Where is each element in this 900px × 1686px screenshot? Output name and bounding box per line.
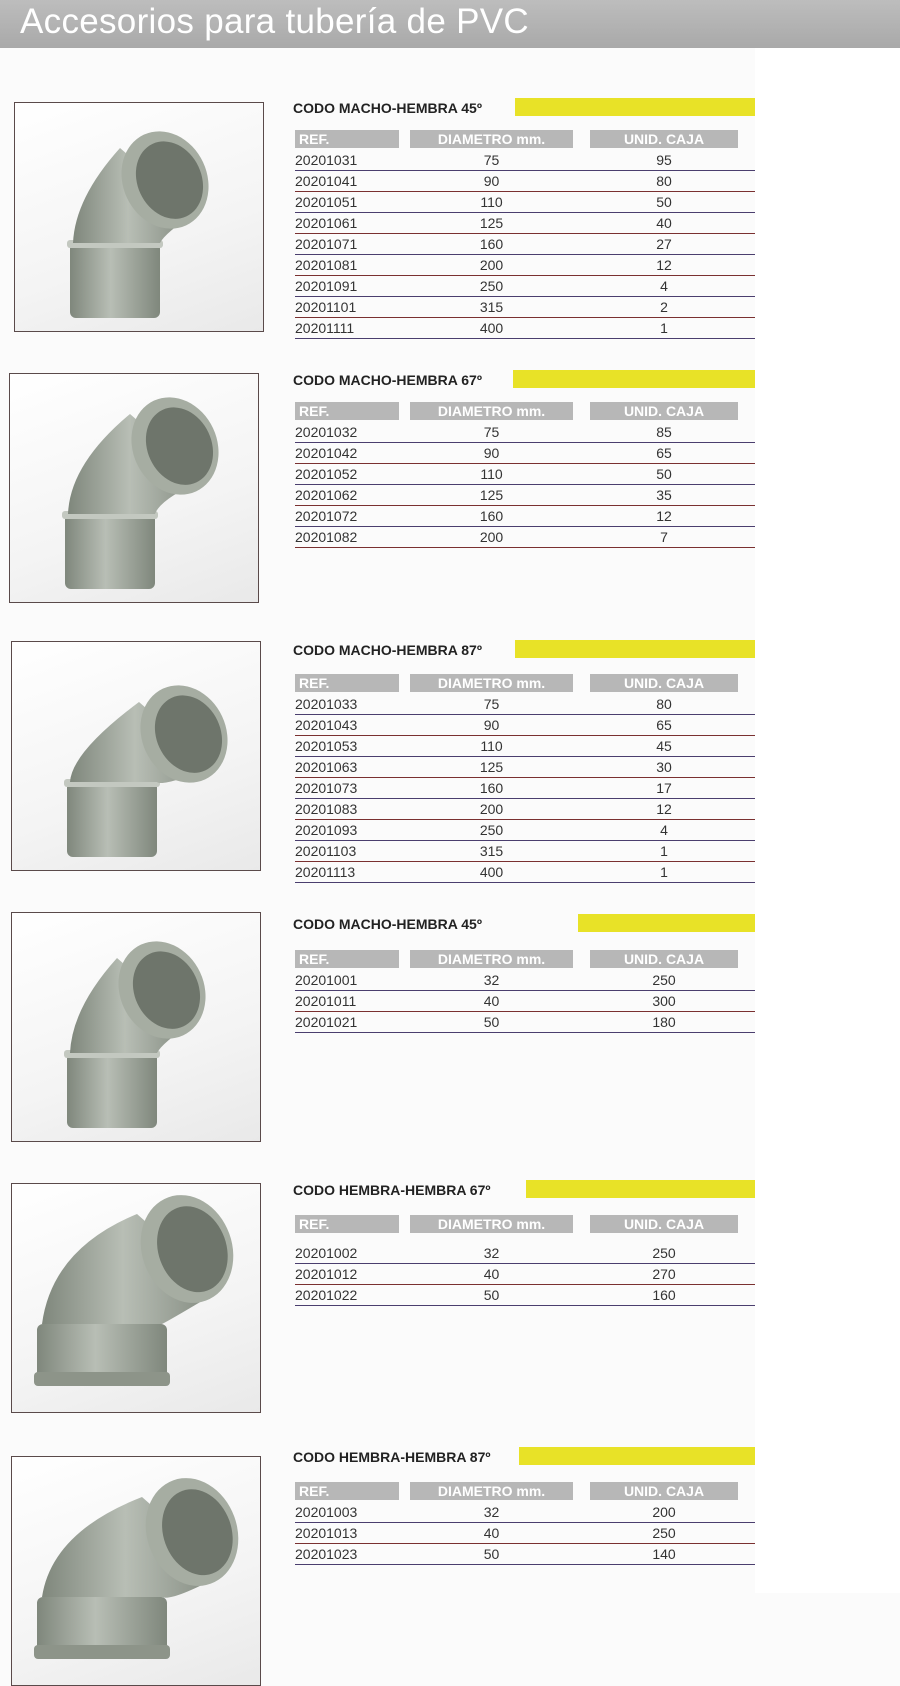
cell-ref: 20201111 <box>295 320 355 336</box>
cell-units: 7 <box>660 529 668 545</box>
table-header <box>295 950 755 970</box>
cell-units: 180 <box>652 1014 676 1030</box>
cell-ref: 20201061 <box>295 215 358 231</box>
cell-ref: 20201063 <box>295 759 358 775</box>
table-row <box>295 736 755 757</box>
section-title-row <box>293 1180 755 1202</box>
cell-diameter: 32 <box>483 972 500 988</box>
cell-units: 1 <box>660 320 668 336</box>
header-units: UNID. CAJA <box>590 130 738 148</box>
cell-ref: 20201072 <box>295 508 358 524</box>
right-margin-strip <box>755 48 900 1593</box>
table-row <box>295 192 755 213</box>
cell-ref: 20201001 <box>295 972 358 988</box>
cell-ref: 20201091 <box>295 278 358 294</box>
table-body <box>295 422 755 548</box>
cell-units: 80 <box>656 173 672 189</box>
table-row <box>295 841 755 862</box>
section-title: CODO MACHO-HEMBRA 87º <box>293 642 482 658</box>
cell-diameter: 200 <box>479 529 504 545</box>
cell-ref: 20201113 <box>295 864 356 880</box>
cell-diameter: 32 <box>483 1245 500 1261</box>
header-diameter: DIAMETRO mm. <box>410 1215 573 1233</box>
table-header <box>295 1482 755 1502</box>
table-row <box>295 799 755 820</box>
cell-ref: 20201093 <box>295 822 358 838</box>
cell-ref: 20201051 <box>295 194 358 210</box>
section-title: CODO MACHO-HEMBRA 45º <box>293 916 482 932</box>
header-diameter: DIAMETRO mm. <box>410 1482 573 1500</box>
cell-units: 50 <box>656 194 672 210</box>
cell-units: 12 <box>656 257 672 273</box>
table-row <box>295 150 755 171</box>
table-row <box>295 297 755 318</box>
cell-units: 45 <box>656 738 672 754</box>
yellow-accent-bar <box>515 640 755 658</box>
table-row <box>295 171 755 192</box>
cell-diameter: 50 <box>483 1546 500 1562</box>
yellow-accent-bar <box>578 914 755 932</box>
table-body <box>295 694 755 883</box>
table-row <box>295 506 755 527</box>
cell-ref: 20201083 <box>295 801 358 817</box>
cell-diameter: 40 <box>483 1525 500 1541</box>
pvc-elbow-87-icon <box>11 641 261 871</box>
cell-ref: 20201103 <box>295 843 357 859</box>
section-title-row <box>293 914 755 936</box>
table-body <box>295 1243 755 1306</box>
cell-diameter: 90 <box>483 173 500 189</box>
cell-units: 250 <box>652 972 676 988</box>
header-ref: REF. <box>295 1482 399 1500</box>
table-row <box>295 213 755 234</box>
cell-diameter: 315 <box>479 843 504 859</box>
pvc-elbow-67-female-icon <box>11 1183 261 1413</box>
cell-diameter: 125 <box>479 215 504 231</box>
cell-ref: 20201052 <box>295 466 358 482</box>
table-row <box>295 527 755 548</box>
table-row <box>295 778 755 799</box>
header-diameter: DIAMETRO mm. <box>410 402 573 420</box>
cell-diameter: 200 <box>479 801 504 817</box>
table-header <box>295 402 755 422</box>
yellow-accent-bar <box>515 98 755 116</box>
cell-ref: 20201042 <box>295 445 358 461</box>
cell-diameter: 125 <box>479 759 504 775</box>
cell-units: 4 <box>660 278 668 294</box>
cell-units: 65 <box>656 445 672 461</box>
cell-units: 85 <box>656 424 672 440</box>
cell-ref: 20201073 <box>295 780 358 796</box>
cell-units: 1 <box>660 864 668 880</box>
table-header <box>295 674 755 694</box>
table-row <box>295 234 755 255</box>
cell-units: 35 <box>656 487 672 503</box>
cell-units: 4 <box>660 822 668 838</box>
page-header <box>0 0 900 48</box>
cell-ref: 20201031 <box>295 152 358 168</box>
cell-diameter: 110 <box>480 466 503 482</box>
header-units: UNID. CAJA <box>590 950 738 968</box>
cell-units: 12 <box>656 508 672 524</box>
cell-diameter: 160 <box>479 236 504 252</box>
cell-ref: 20201043 <box>295 717 358 733</box>
cell-diameter: 75 <box>483 152 500 168</box>
cell-diameter: 50 <box>483 1014 500 1030</box>
pvc-elbow-67-icon <box>9 373 259 603</box>
cell-units: 250 <box>652 1525 676 1541</box>
table-row <box>295 1544 755 1565</box>
header-units: UNID. CAJA <box>590 1482 738 1500</box>
header-units: UNID. CAJA <box>590 402 738 420</box>
table-row <box>295 464 755 485</box>
cell-ref: 20201003 <box>295 1504 358 1520</box>
cell-ref: 20201041 <box>295 173 358 189</box>
yellow-accent-bar <box>513 370 755 388</box>
table-row <box>295 757 755 778</box>
header-ref: REF. <box>295 402 399 420</box>
table-row <box>295 862 755 883</box>
table-row <box>295 970 755 991</box>
product-table <box>295 674 755 883</box>
header-diameter: DIAMETRO mm. <box>410 950 573 968</box>
table-row <box>295 1243 755 1264</box>
section-title-row <box>293 640 755 662</box>
cell-diameter: 75 <box>483 696 500 712</box>
product-table <box>295 1215 755 1306</box>
table-row <box>295 694 755 715</box>
cell-diameter: 160 <box>479 780 504 796</box>
section-title: CODO MACHO-HEMBRA 67º <box>293 372 482 388</box>
cell-ref: 20201081 <box>295 257 358 273</box>
cell-diameter: 40 <box>483 1266 500 1282</box>
cell-diameter: 125 <box>479 487 504 503</box>
yellow-accent-bar <box>526 1180 755 1198</box>
table-row <box>295 485 755 506</box>
header-units: UNID. CAJA <box>590 1215 738 1233</box>
table-body <box>295 150 755 339</box>
cell-units: 270 <box>652 1266 676 1282</box>
cell-diameter: 250 <box>479 278 504 294</box>
table-row <box>295 318 755 339</box>
table-row <box>295 255 755 276</box>
cell-ref: 20201101 <box>295 299 357 315</box>
section-title-row <box>293 98 755 120</box>
cell-diameter: 50 <box>483 1287 500 1303</box>
product-table <box>295 1482 755 1565</box>
cell-ref: 20201021 <box>295 1014 358 1030</box>
cell-units: 40 <box>656 215 672 231</box>
cell-ref: 20201062 <box>295 487 358 503</box>
header-units: UNID. CAJA <box>590 674 738 692</box>
cell-units: 2 <box>660 299 668 315</box>
table-row <box>295 443 755 464</box>
cell-units: 250 <box>652 1245 676 1261</box>
pvc-elbow-45-small-icon <box>11 912 261 1142</box>
table-row <box>295 276 755 297</box>
cell-units: 95 <box>656 152 672 168</box>
cell-ref: 20201071 <box>295 236 358 252</box>
table-row <box>295 715 755 736</box>
cell-ref: 20201033 <box>295 696 358 712</box>
section-title-row <box>293 370 755 392</box>
section-title: CODO MACHO-HEMBRA 45º <box>293 100 482 116</box>
product-table <box>295 950 755 1033</box>
header-diameter: DIAMETRO mm. <box>410 674 573 692</box>
cell-diameter: 90 <box>483 445 500 461</box>
cell-diameter: 400 <box>479 320 504 336</box>
cell-diameter: 200 <box>479 257 504 273</box>
section-title-row <box>293 1447 755 1469</box>
table-row <box>295 1523 755 1544</box>
cell-diameter: 400 <box>479 864 504 880</box>
cell-units: 30 <box>656 759 672 775</box>
cell-units: 50 <box>656 466 672 482</box>
cell-diameter: 32 <box>483 1504 500 1520</box>
cell-ref: 20201022 <box>295 1287 358 1303</box>
table-row <box>295 1264 755 1285</box>
cell-diameter: 110 <box>480 194 503 210</box>
table-row <box>295 1012 755 1033</box>
header-ref: REF. <box>295 950 399 968</box>
page-title: Accesorios para tubería de PVC <box>20 2 529 41</box>
section-title: CODO HEMBRA-HEMBRA 67º <box>293 1182 491 1198</box>
cell-diameter: 90 <box>483 717 500 733</box>
cell-ref: 20201032 <box>295 424 358 440</box>
table-body <box>295 1502 755 1565</box>
pvc-elbow-45-icon <box>14 102 264 332</box>
pvc-elbow-87-female-icon <box>11 1456 261 1686</box>
cell-units: 140 <box>652 1546 676 1562</box>
cell-units: 1 <box>660 843 668 859</box>
cell-diameter: 160 <box>479 508 504 524</box>
table-header <box>295 1215 755 1243</box>
cell-ref: 20201053 <box>295 738 358 754</box>
cell-diameter: 40 <box>483 993 500 1009</box>
section-title: CODO HEMBRA-HEMBRA 87º <box>293 1449 491 1465</box>
cell-units: 27 <box>656 236 672 252</box>
yellow-accent-bar <box>519 1447 755 1465</box>
header-ref: REF. <box>295 674 399 692</box>
cell-units: 200 <box>652 1504 676 1520</box>
cell-ref: 20201082 <box>295 529 358 545</box>
cell-diameter: 75 <box>483 424 500 440</box>
table-body <box>295 970 755 1033</box>
table-row <box>295 1502 755 1523</box>
cell-ref: 20201023 <box>295 1546 358 1562</box>
cell-units: 300 <box>652 993 676 1009</box>
table-header <box>295 130 755 150</box>
cell-ref: 20201011 <box>295 993 357 1009</box>
cell-diameter: 110 <box>480 738 503 754</box>
header-diameter: DIAMETRO mm. <box>410 130 573 148</box>
table-row <box>295 1285 755 1306</box>
cell-units: 17 <box>656 780 672 796</box>
table-row <box>295 991 755 1012</box>
header-ref: REF. <box>295 130 399 148</box>
cell-units: 65 <box>656 717 672 733</box>
table-row <box>295 820 755 841</box>
cell-ref: 20201013 <box>295 1525 358 1541</box>
cell-ref: 20201012 <box>295 1266 358 1282</box>
header-ref: REF. <box>295 1215 399 1233</box>
cell-units: 160 <box>652 1287 676 1303</box>
cell-ref: 20201002 <box>295 1245 358 1261</box>
product-table <box>295 130 755 339</box>
product-table <box>295 402 755 548</box>
cell-diameter: 250 <box>479 822 504 838</box>
table-row <box>295 422 755 443</box>
cell-units: 12 <box>656 801 672 817</box>
cell-diameter: 315 <box>479 299 504 315</box>
cell-units: 80 <box>656 696 672 712</box>
